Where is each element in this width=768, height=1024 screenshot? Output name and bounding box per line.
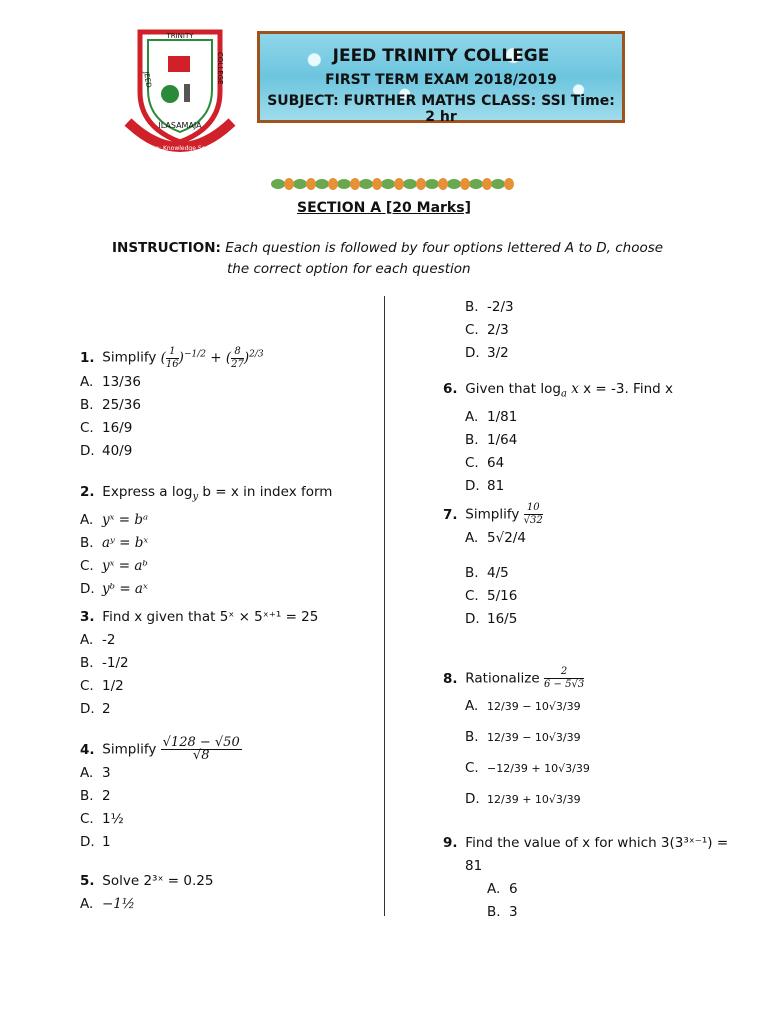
option-a[interactable]: A. 5√2/4 bbox=[465, 530, 526, 546]
question-1: 1. Simplify ( $\frac{1}{16}$ )$^{-1/2}$ + ( $\frac{8}{27}$ )$^{2/3}$ A. 13/36 B. 25/36 C. 16/9 D. 40/9 bbox=[80, 343, 380, 463]
question-number: 7. bbox=[443, 506, 458, 523]
question-number: 8. bbox=[443, 670, 458, 687]
option-b[interactable]: B. 4/5 bbox=[465, 565, 509, 581]
option-d[interactable]: D. 12/39 + 10√3/39 bbox=[465, 791, 581, 807]
question-3 bbox=[80, 606, 380, 721]
option-c[interactable]: C. yˣ = aᵇ bbox=[80, 557, 148, 574]
question-2: 2. Express a $\log_y b = x$ in index form A. yˣ = bᵃ B. aʸ = bˣ C. yˣ = aᵇ D. yᵇ = aˣ bbox=[80, 481, 380, 601]
option-c[interactable]: C. 2/3 bbox=[465, 322, 509, 338]
section-title: SECTION A [20 Marks] bbox=[297, 200, 471, 216]
option-c[interactable]: C. 1½ bbox=[80, 811, 124, 827]
option-a[interactable]: A. -2 bbox=[80, 632, 116, 648]
instruction-label: INSTRUCTION: bbox=[112, 240, 221, 256]
logo-left-text: JEED bbox=[142, 70, 153, 89]
option-b[interactable]: B. aʸ = bˣ bbox=[80, 534, 149, 551]
option-d[interactable]: D. 40/9 bbox=[80, 442, 133, 459]
option-d[interactable]: D. 2 bbox=[80, 701, 111, 717]
subject-line: SUBJECT: FURTHER MATHS CLASS: SSI Time: 2 hr bbox=[267, 93, 615, 125]
question-8 bbox=[443, 666, 753, 815]
exam-title: FIRST TERM EXAM 2018/2019 bbox=[325, 72, 557, 88]
question-stem-tail: b = x in index form bbox=[202, 484, 333, 500]
fraction: $\frac{√128 - √50}{√8}$ bbox=[162, 735, 240, 763]
logo-motto: Motto: Knowledge Serves bbox=[141, 145, 219, 152]
column-divider bbox=[384, 296, 385, 916]
option-a[interactable]: A. 6 bbox=[487, 881, 518, 897]
question-stem-tail: x = -3. Find x bbox=[583, 381, 673, 397]
option-a[interactable]: A. 1/81 bbox=[465, 408, 518, 425]
instruction-text-2: the correct option for each question bbox=[227, 261, 471, 277]
fraction: $\frac{10}{√32}$ bbox=[523, 502, 543, 526]
question-7 bbox=[443, 502, 753, 631]
option-b[interactable]: B. -2/3 bbox=[465, 299, 514, 315]
option-c[interactable]: C. −12/39 + 10√3/39 bbox=[465, 760, 590, 776]
instruction-text-1: Each question is followed by four options lettered A to D, choose bbox=[225, 240, 664, 256]
question-5 bbox=[80, 870, 380, 916]
option-c[interactable]: C. 1/2 bbox=[80, 678, 124, 694]
option-d[interactable]: D. 16/5 bbox=[465, 611, 518, 627]
question-number: 5. bbox=[80, 873, 95, 889]
question-number: 3. bbox=[80, 609, 95, 625]
fraction: $\frac{2}{6 - 5√3}$ bbox=[543, 666, 585, 690]
question-stem: Simplify bbox=[102, 349, 157, 366]
question-stem: Simplify bbox=[465, 506, 520, 523]
question-stem: Solve 2³ˣ = 0.25 bbox=[102, 873, 214, 889]
school-logo bbox=[120, 22, 240, 162]
option-c[interactable]: C. 5/16 bbox=[465, 588, 518, 604]
question-number: 4. bbox=[80, 741, 95, 758]
option-a[interactable]: A. 3 bbox=[80, 765, 111, 781]
question-number: 6. bbox=[443, 381, 458, 397]
decorative-leaf-border bbox=[270, 174, 520, 194]
header-banner bbox=[257, 31, 625, 123]
option-b[interactable]: B. 2 bbox=[80, 788, 111, 804]
logo-right-text: COLLEGE bbox=[216, 52, 224, 85]
question-stem: Express a log bbox=[102, 484, 193, 500]
question-number: 2. bbox=[80, 484, 95, 500]
option-c[interactable]: C. 64 bbox=[465, 454, 505, 471]
option-c[interactable]: C. 16/9 bbox=[80, 419, 133, 436]
option-a[interactable]: A. 13/36 bbox=[80, 373, 141, 390]
option-d[interactable]: D. 81 bbox=[465, 477, 505, 494]
question-stem-line2: 81 bbox=[465, 858, 483, 874]
question-9 bbox=[443, 832, 743, 924]
option-a[interactable]: A. 12/39 − 10√3/39 bbox=[465, 698, 581, 714]
option-b[interactable]: B. 3 bbox=[487, 904, 518, 920]
option-d[interactable]: D. 1 bbox=[80, 834, 111, 850]
question-5-continued bbox=[465, 296, 755, 365]
logo-bottom-text: ILASAMAJA bbox=[158, 121, 202, 130]
option-b[interactable]: B. -1/2 bbox=[80, 655, 129, 671]
option-a[interactable]: A. yˣ = bᵃ bbox=[80, 511, 149, 528]
question-stem: Find x given that 5ˣ × 5ˣ⁺¹ = 25 bbox=[102, 609, 319, 625]
instruction-block bbox=[112, 238, 672, 280]
option-b[interactable]: B. 25/36 bbox=[80, 396, 141, 413]
question-stem: Rationalize bbox=[465, 670, 540, 687]
option-d[interactable]: D. yᵇ = aˣ bbox=[80, 580, 148, 597]
option-b[interactable]: B. 1/64 bbox=[465, 431, 518, 448]
question-stem: Given that log bbox=[465, 381, 561, 397]
question-stem: Simplify bbox=[102, 741, 157, 758]
question-number: 9. bbox=[443, 835, 458, 851]
option-d[interactable]: D. 3/2 bbox=[465, 345, 509, 361]
option-b[interactable]: B. 12/39 − 10√3/39 bbox=[465, 729, 581, 745]
school-name: JEED TRINITY COLLEGE bbox=[332, 46, 550, 66]
question-4 bbox=[80, 737, 380, 854]
option-a[interactable]: A. −1½ bbox=[80, 896, 135, 912]
question-6: 6. Given that $\log_a x$ x = -3. Find x A. 1/81 B. 1/64 C. 64 D. 81 bbox=[443, 378, 753, 498]
logo-top-text: TRINITY bbox=[166, 32, 194, 40]
fraction: $\frac{8}{27}$ bbox=[231, 345, 244, 370]
fraction: $\frac{1}{16}$ bbox=[165, 345, 179, 370]
question-stem: Find the value of x for which 3(3³ˣ⁻¹) = bbox=[465, 835, 729, 851]
question-number: 1. bbox=[80, 349, 95, 366]
